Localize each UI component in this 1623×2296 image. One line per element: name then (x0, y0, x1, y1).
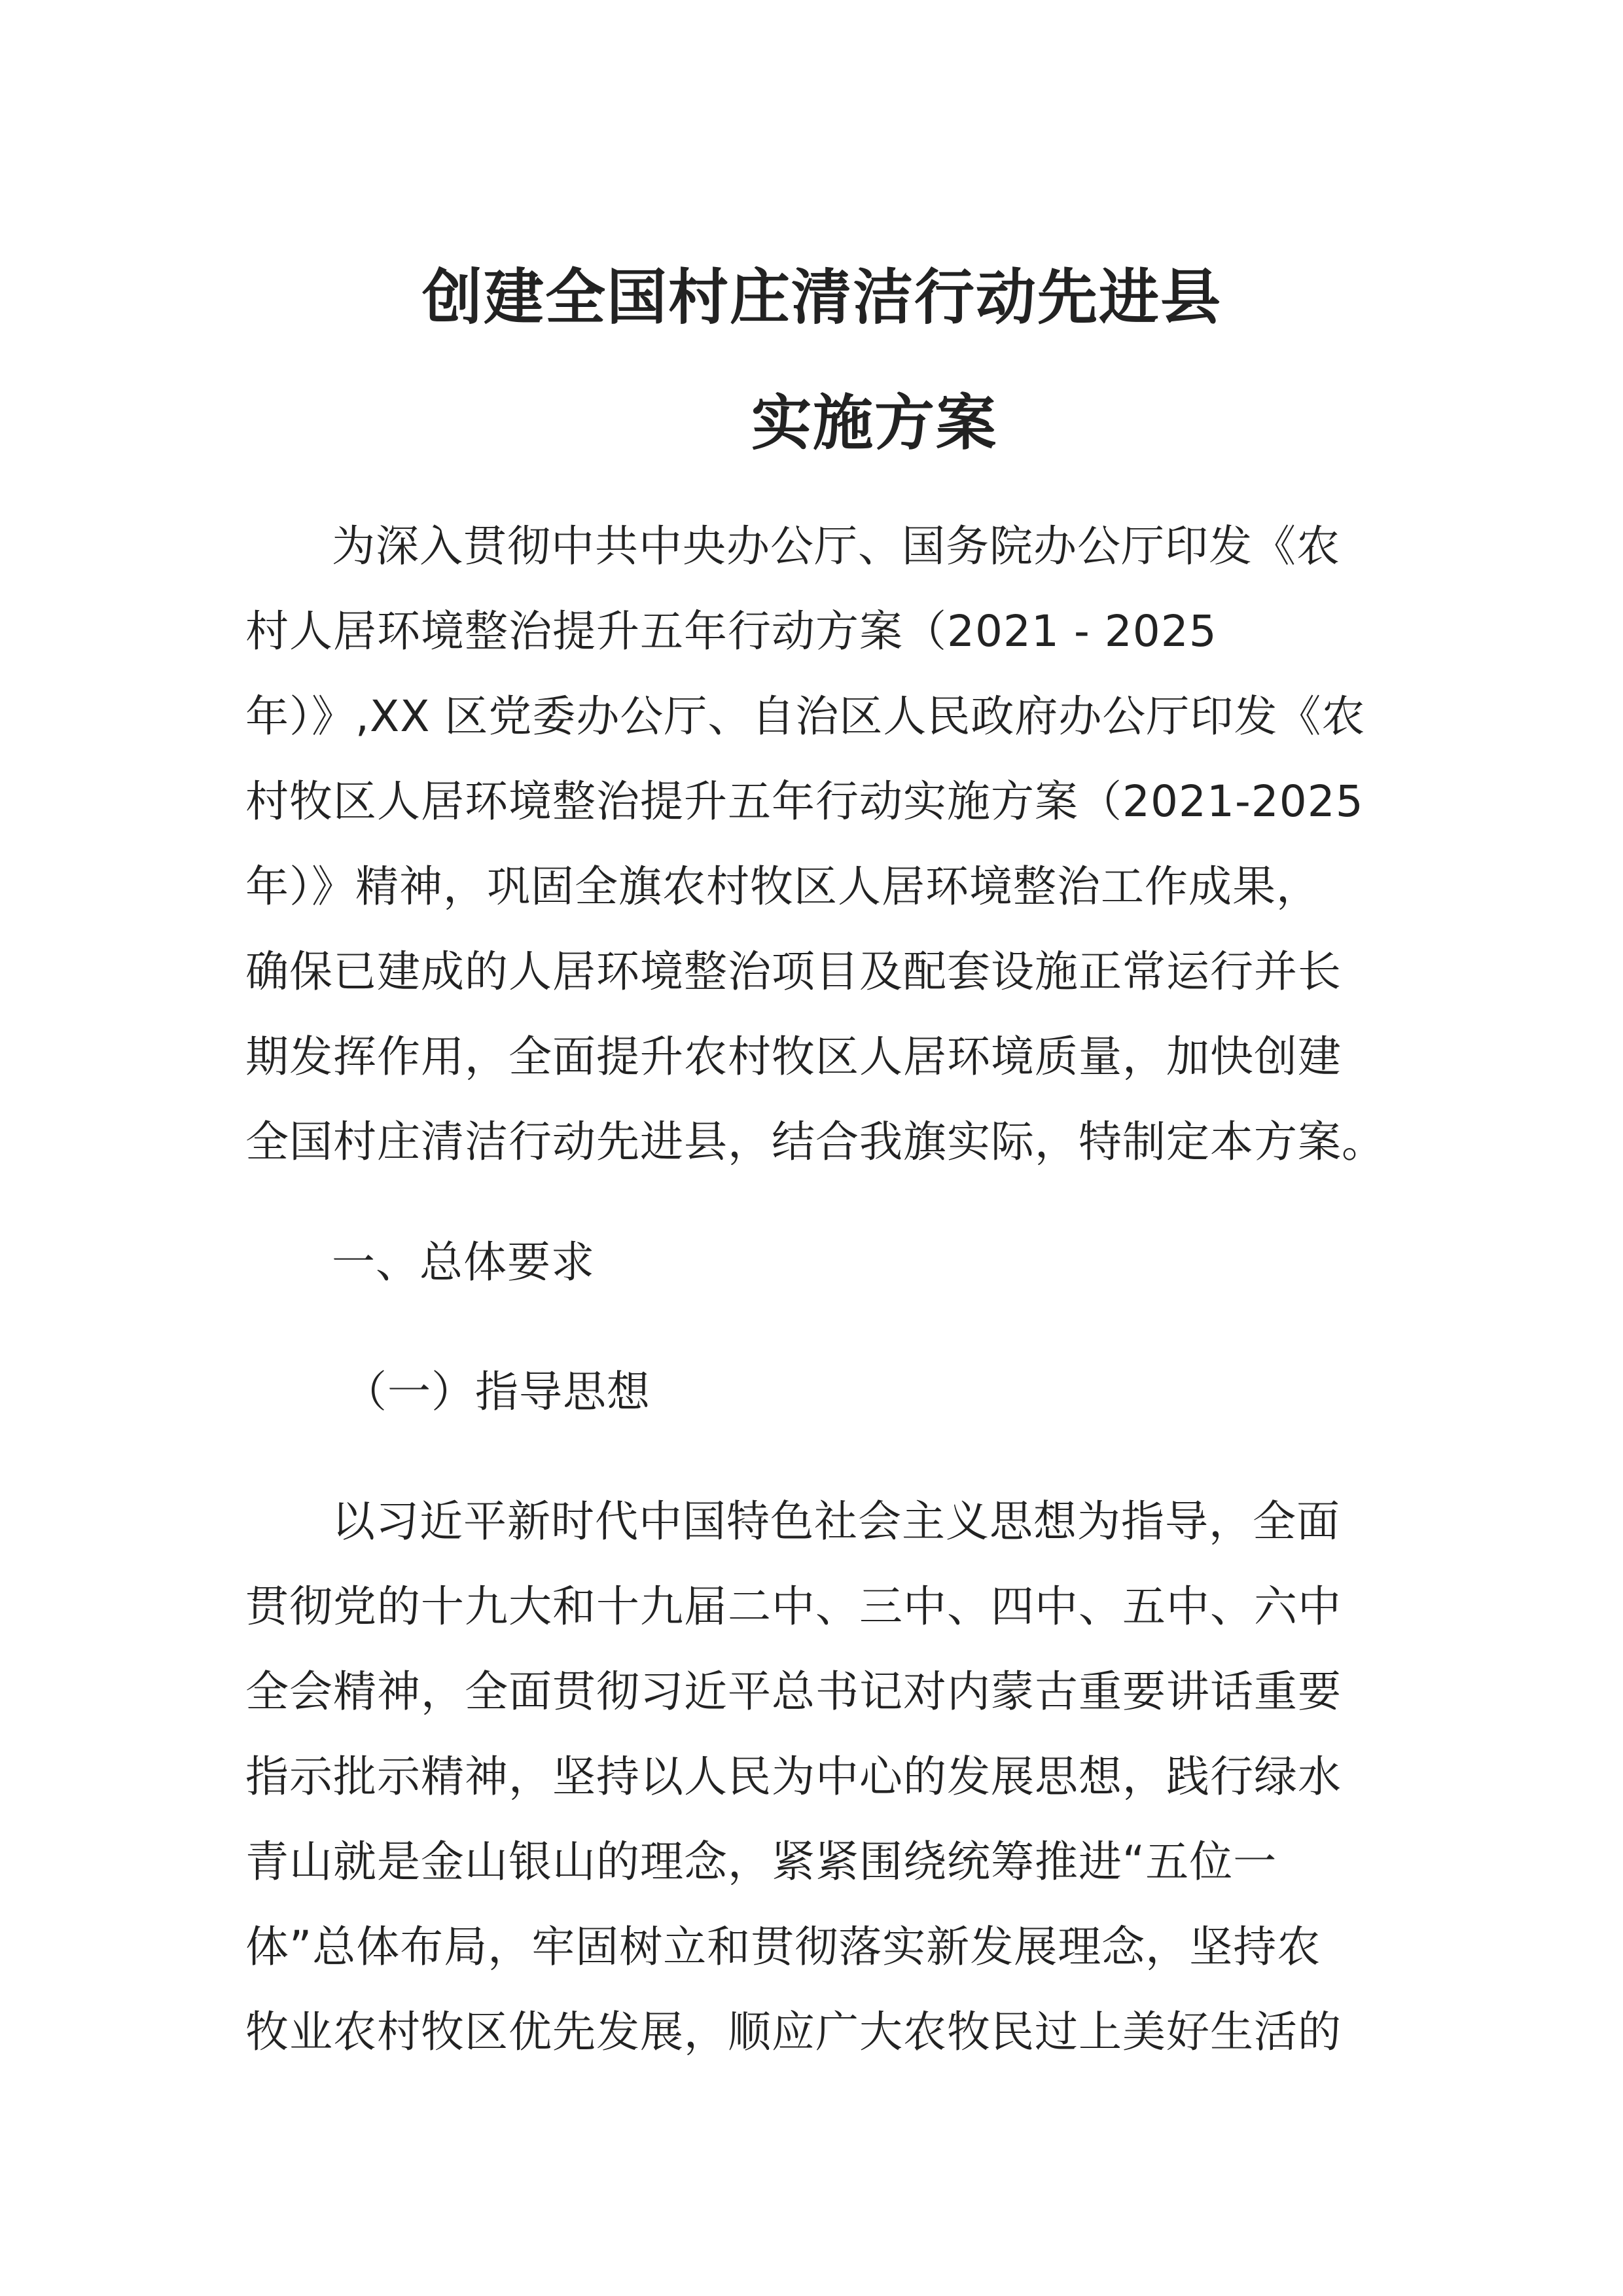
document-title-line-2: 实施方案 (751, 388, 998, 458)
paragraph-line: 贯彻党的十九大和十九届二中、三中、四中、五中、六中 (245, 1581, 1342, 1632)
subsection-heading (245, 1350, 1384, 1435)
paragraph-line: 村牧区人居环境整治提升五年行动实施方案（2021-2025 (245, 776, 1364, 827)
paragraph-line: 为深入贯彻中共中央办公厅、国务院办公厅印发《农 (332, 521, 1340, 571)
paragraph-line: 全会精神，全面贯彻习近平总书记对内蒙古重要讲话重要 (245, 1666, 1342, 1717)
guiding-paragraph (245, 1479, 1384, 2075)
paragraph-line: 年）》,XX 区党委办公厅、自治区人民政府办公厅印发《农 (245, 691, 1366, 742)
intro-paragraph (245, 504, 1384, 1185)
paragraph-line: 牧业农村牧区优先发展，顺应广大农牧民过上美好生活的 (245, 2007, 1342, 2057)
paragraph-line: 体”总体布局，牢固树立和贯彻落实新发展理念，坚持农 (245, 1922, 1321, 1972)
paragraph-line: 指示批示精神，坚持以人民为中心的发展思想，践行绿水 (245, 1751, 1342, 1802)
document-title-line-1: 创建全国村庄清洁行动先进县 (422, 262, 1222, 332)
paragraph-line: 年）》精神，巩固全旗农村牧区人居环境整治工作成果， (245, 861, 1320, 912)
subsection-heading-text: （一）指导思想 (344, 1367, 651, 1417)
section-heading-text: 一、总体要求 (332, 1237, 595, 1287)
section-heading (245, 1220, 1384, 1305)
paragraph-line: 村人居环境整治提升五年行动方案（2021 - 2025 (245, 606, 1217, 656)
paragraph-line: 全国村庄清洁行动先进县，结合我旗实际，特制定本方案。 (245, 1117, 1385, 1167)
paragraph-line: 确保已建成的人居环境整治项目及配套设施正常运行并长 (245, 946, 1342, 997)
paragraph-line: 青山就是金山银山的理念，紧紧围绕统筹推进“五位一 (245, 1837, 1277, 1887)
paragraph-line: 期发挥作用，全面提升农村牧区人居环境质量，加快创建 (245, 1031, 1342, 1082)
paragraph-line: 以习近平新时代中国特色社会主义思想为指导，全面 (332, 1496, 1340, 1547)
